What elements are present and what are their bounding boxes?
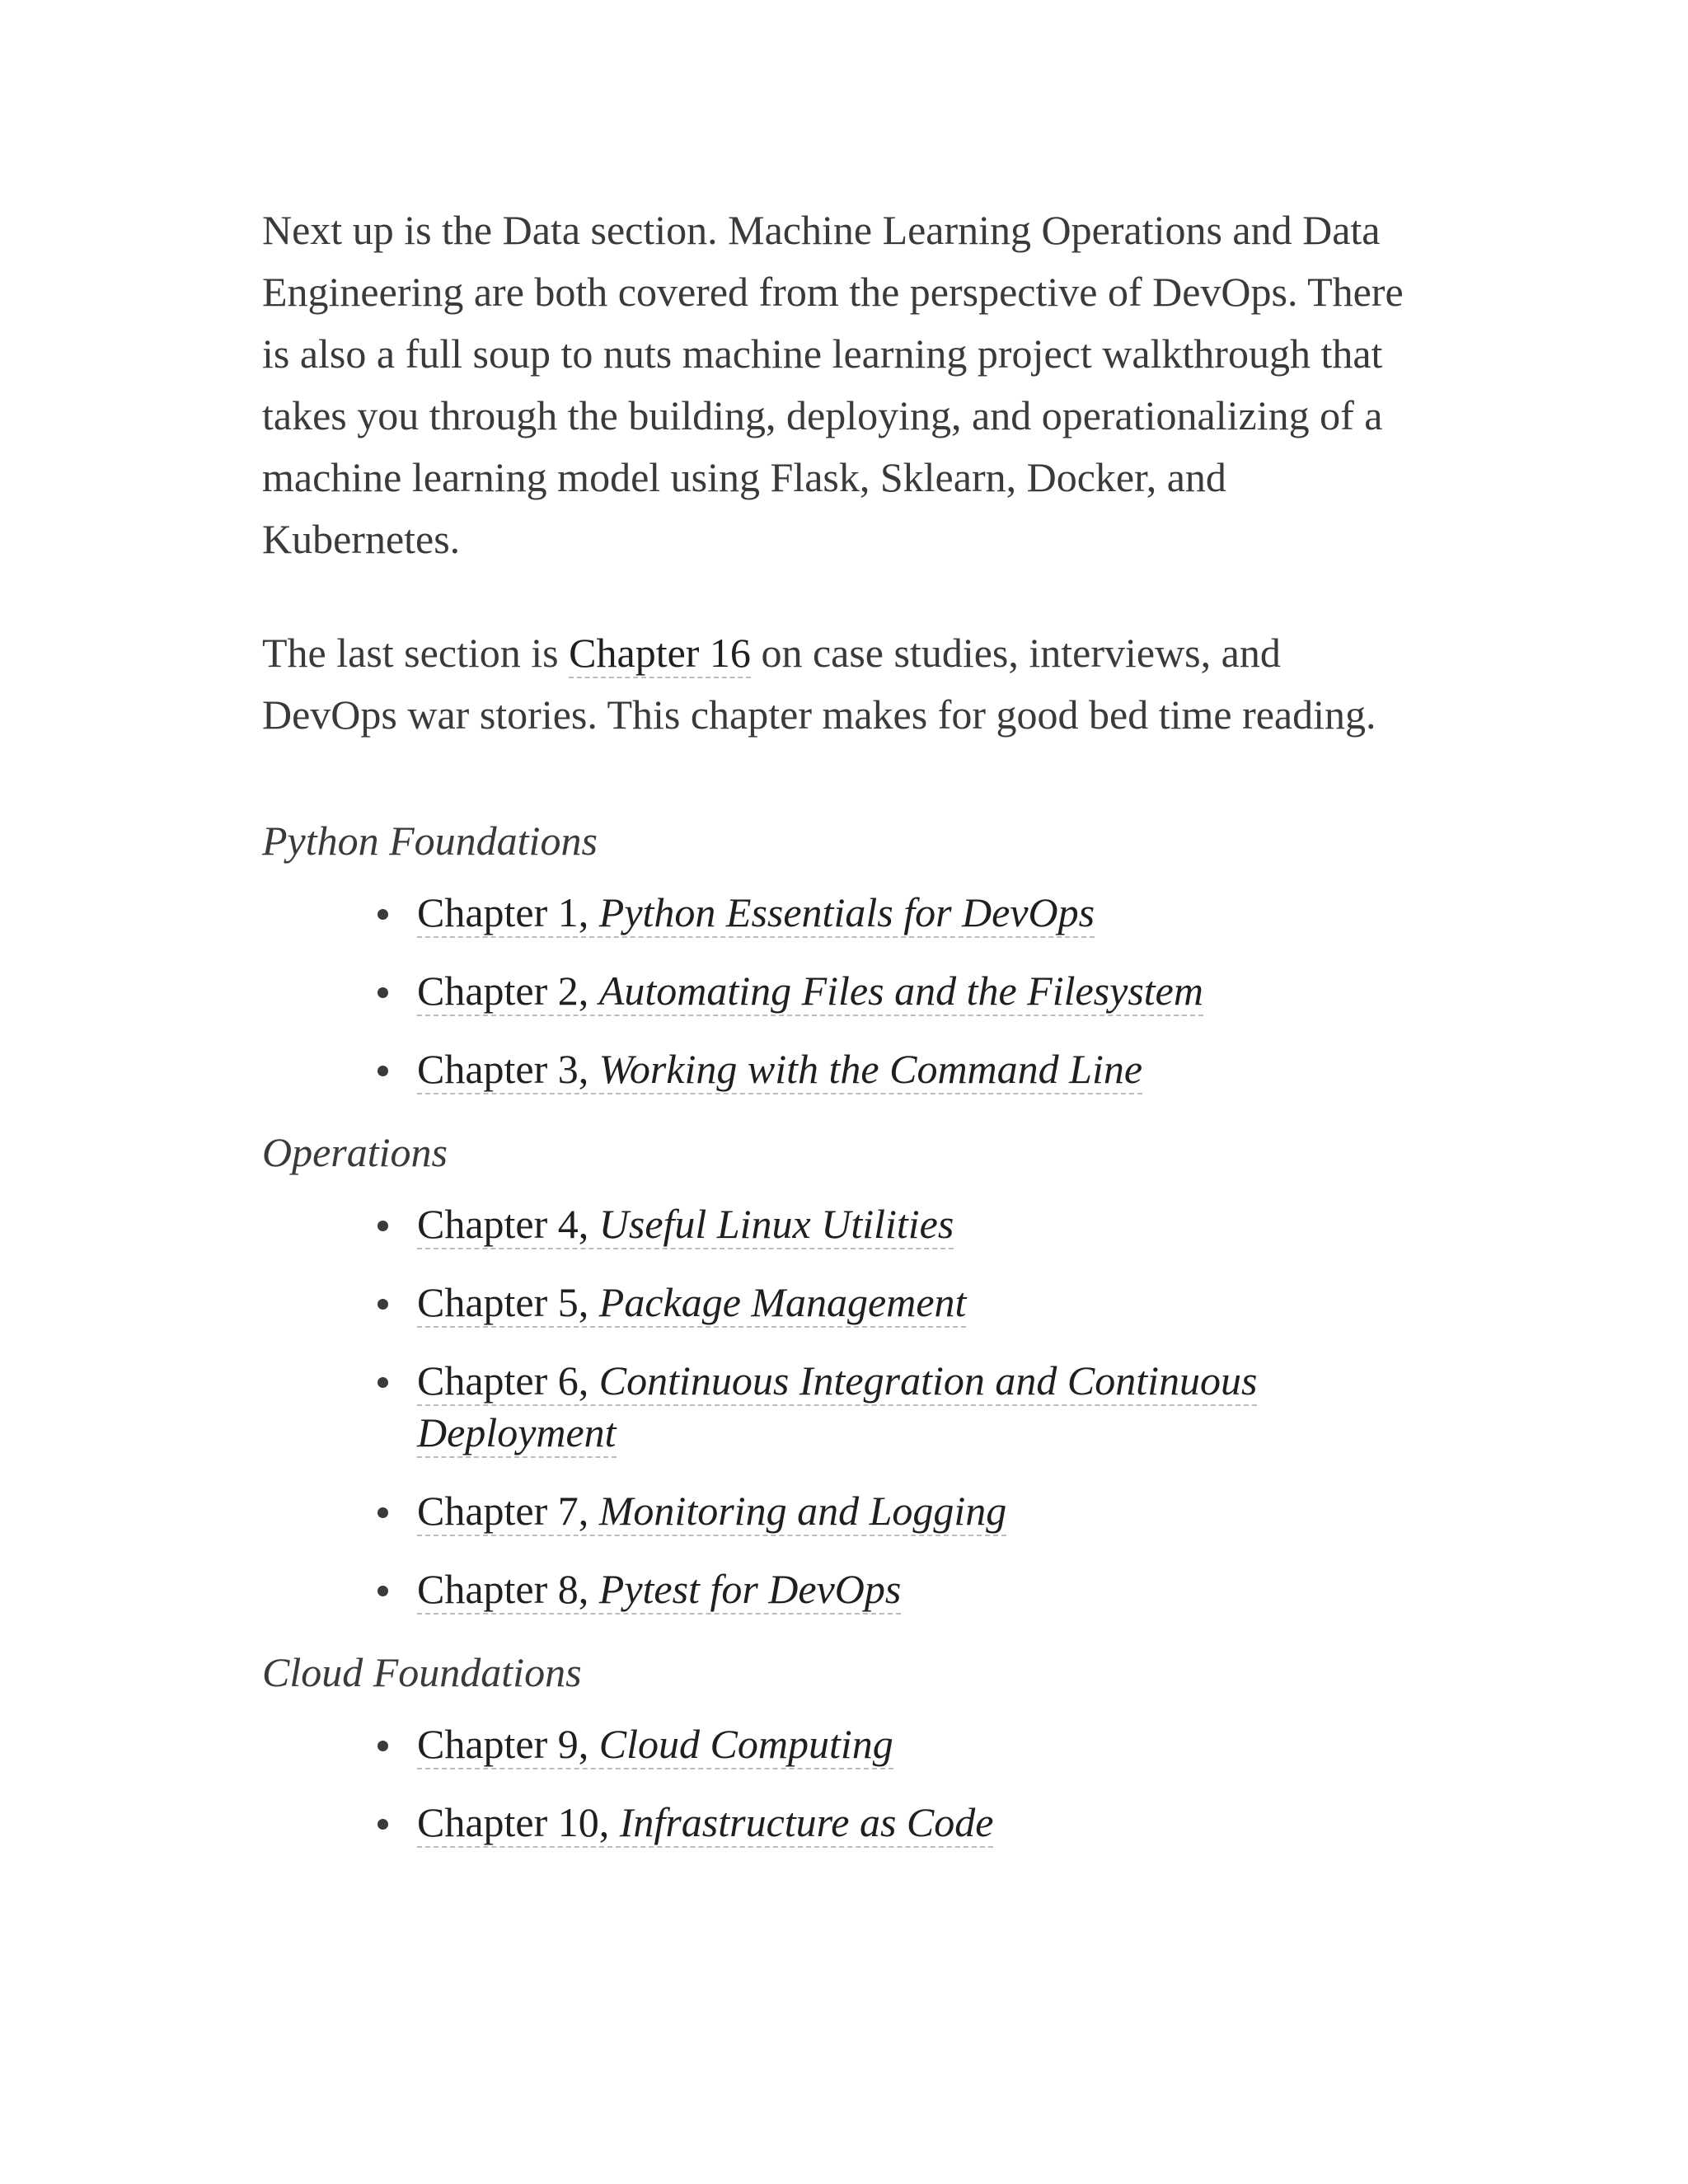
list-item [417,1563,1324,1615]
chapter-title: Automating Files and the Filesystem [598,968,1203,1014]
chapter-title: Continuous Integration and Continuous Deployment [417,1357,1258,1455]
list-item [417,1355,1324,1459]
list-item [417,887,1324,939]
list-item [417,1485,1324,1537]
chapter-4-link[interactable] [417,1201,954,1249]
chapter-7-link[interactable] [417,1488,1006,1536]
data-section-paragraph: Next up is the Data section. Machine Learning Operations and Data Engineering are both covered from the perspective of DevOps. There is also a full soup to nuts machine learning project walkthrough that takes you through the building, deploying, and operationalizing of a machine learning model using Flask, Sklearn, Docker, and Kubernetes. [262,207,1404,562]
list-item [417,1277,1324,1329]
chapter-label: Chapter 7, [417,1488,599,1534]
chapter-title: Infrastructure as Code [619,1799,994,1845]
list-item [417,1797,1324,1849]
chapter-list-python-foundations [262,887,1324,1095]
bullet-icon [377,1299,388,1310]
list-item [417,1198,1324,1250]
chapter-list-cloud-foundations [262,1718,1324,1849]
chapter-label: Chapter 6, [417,1357,599,1404]
chapter-2-link[interactable] [417,968,1203,1016]
bullet-icon [377,987,388,998]
bullet-icon [377,1586,388,1596]
chapter-title: Pytest for DevOps [598,1566,902,1612]
section-title-cloud-foundations: Cloud Foundations [262,1649,582,1695]
chapter-label: Chapter 4, [417,1201,599,1247]
bullet-icon [377,1741,388,1751]
section-title-operations: Operations [262,1129,448,1175]
last-section-paragraph [262,622,1424,746]
chapter-label: Chapter 5, [417,1279,599,1325]
chapter-5-link[interactable] [417,1279,966,1328]
list-item [417,965,1324,1017]
chapter-title: Useful Linux Utilities [598,1201,954,1247]
list-item [417,1043,1324,1095]
chapter-label: Chapter 3, [417,1046,599,1092]
paragraph-text-before-link: The last section is [262,630,570,676]
list-item [417,1718,1324,1770]
chapter-list-operations [262,1198,1324,1615]
chapter-title: Cloud Computing [598,1721,893,1767]
bullet-icon [377,1819,388,1830]
chapter-6-link[interactable] [417,1357,1257,1458]
chapter-title: Monitoring and Logging [598,1488,1007,1534]
chapter-16-link[interactable]: Chapter 16 [569,630,751,678]
chapter-title: Python Essentials for DevOps [598,889,1095,935]
chapter-label: Chapter 2, [417,968,599,1014]
paragraph-text-after-link: on case studies, interviews, and DevOps war stories. This chapter makes for good bed time reading. [262,630,1376,738]
chapter-label: Chapter 9, [417,1721,599,1767]
section-title-python-foundations: Python Foundations [262,818,598,864]
chapter-1-link[interactable] [417,889,1095,938]
bullet-icon [377,1066,388,1076]
document-page [262,199,1424,1849]
chapter-8-link[interactable] [417,1566,901,1615]
chapter-title: Working with the Command Line [598,1046,1143,1092]
chapter-label: Chapter 1, [417,889,599,935]
chapter-3-link[interactable] [417,1046,1142,1094]
chapter-label: Chapter 8, [417,1566,599,1612]
chapter-label: Chapter 10, [417,1799,620,1845]
bullet-icon [377,909,388,920]
chapter-10-link[interactable] [417,1799,993,1848]
chapter-title: Package Management [598,1279,967,1325]
bullet-icon [377,1221,388,1231]
bullet-icon [377,1377,388,1388]
bullet-icon [377,1507,388,1518]
chapter-9-link[interactable] [417,1721,893,1769]
